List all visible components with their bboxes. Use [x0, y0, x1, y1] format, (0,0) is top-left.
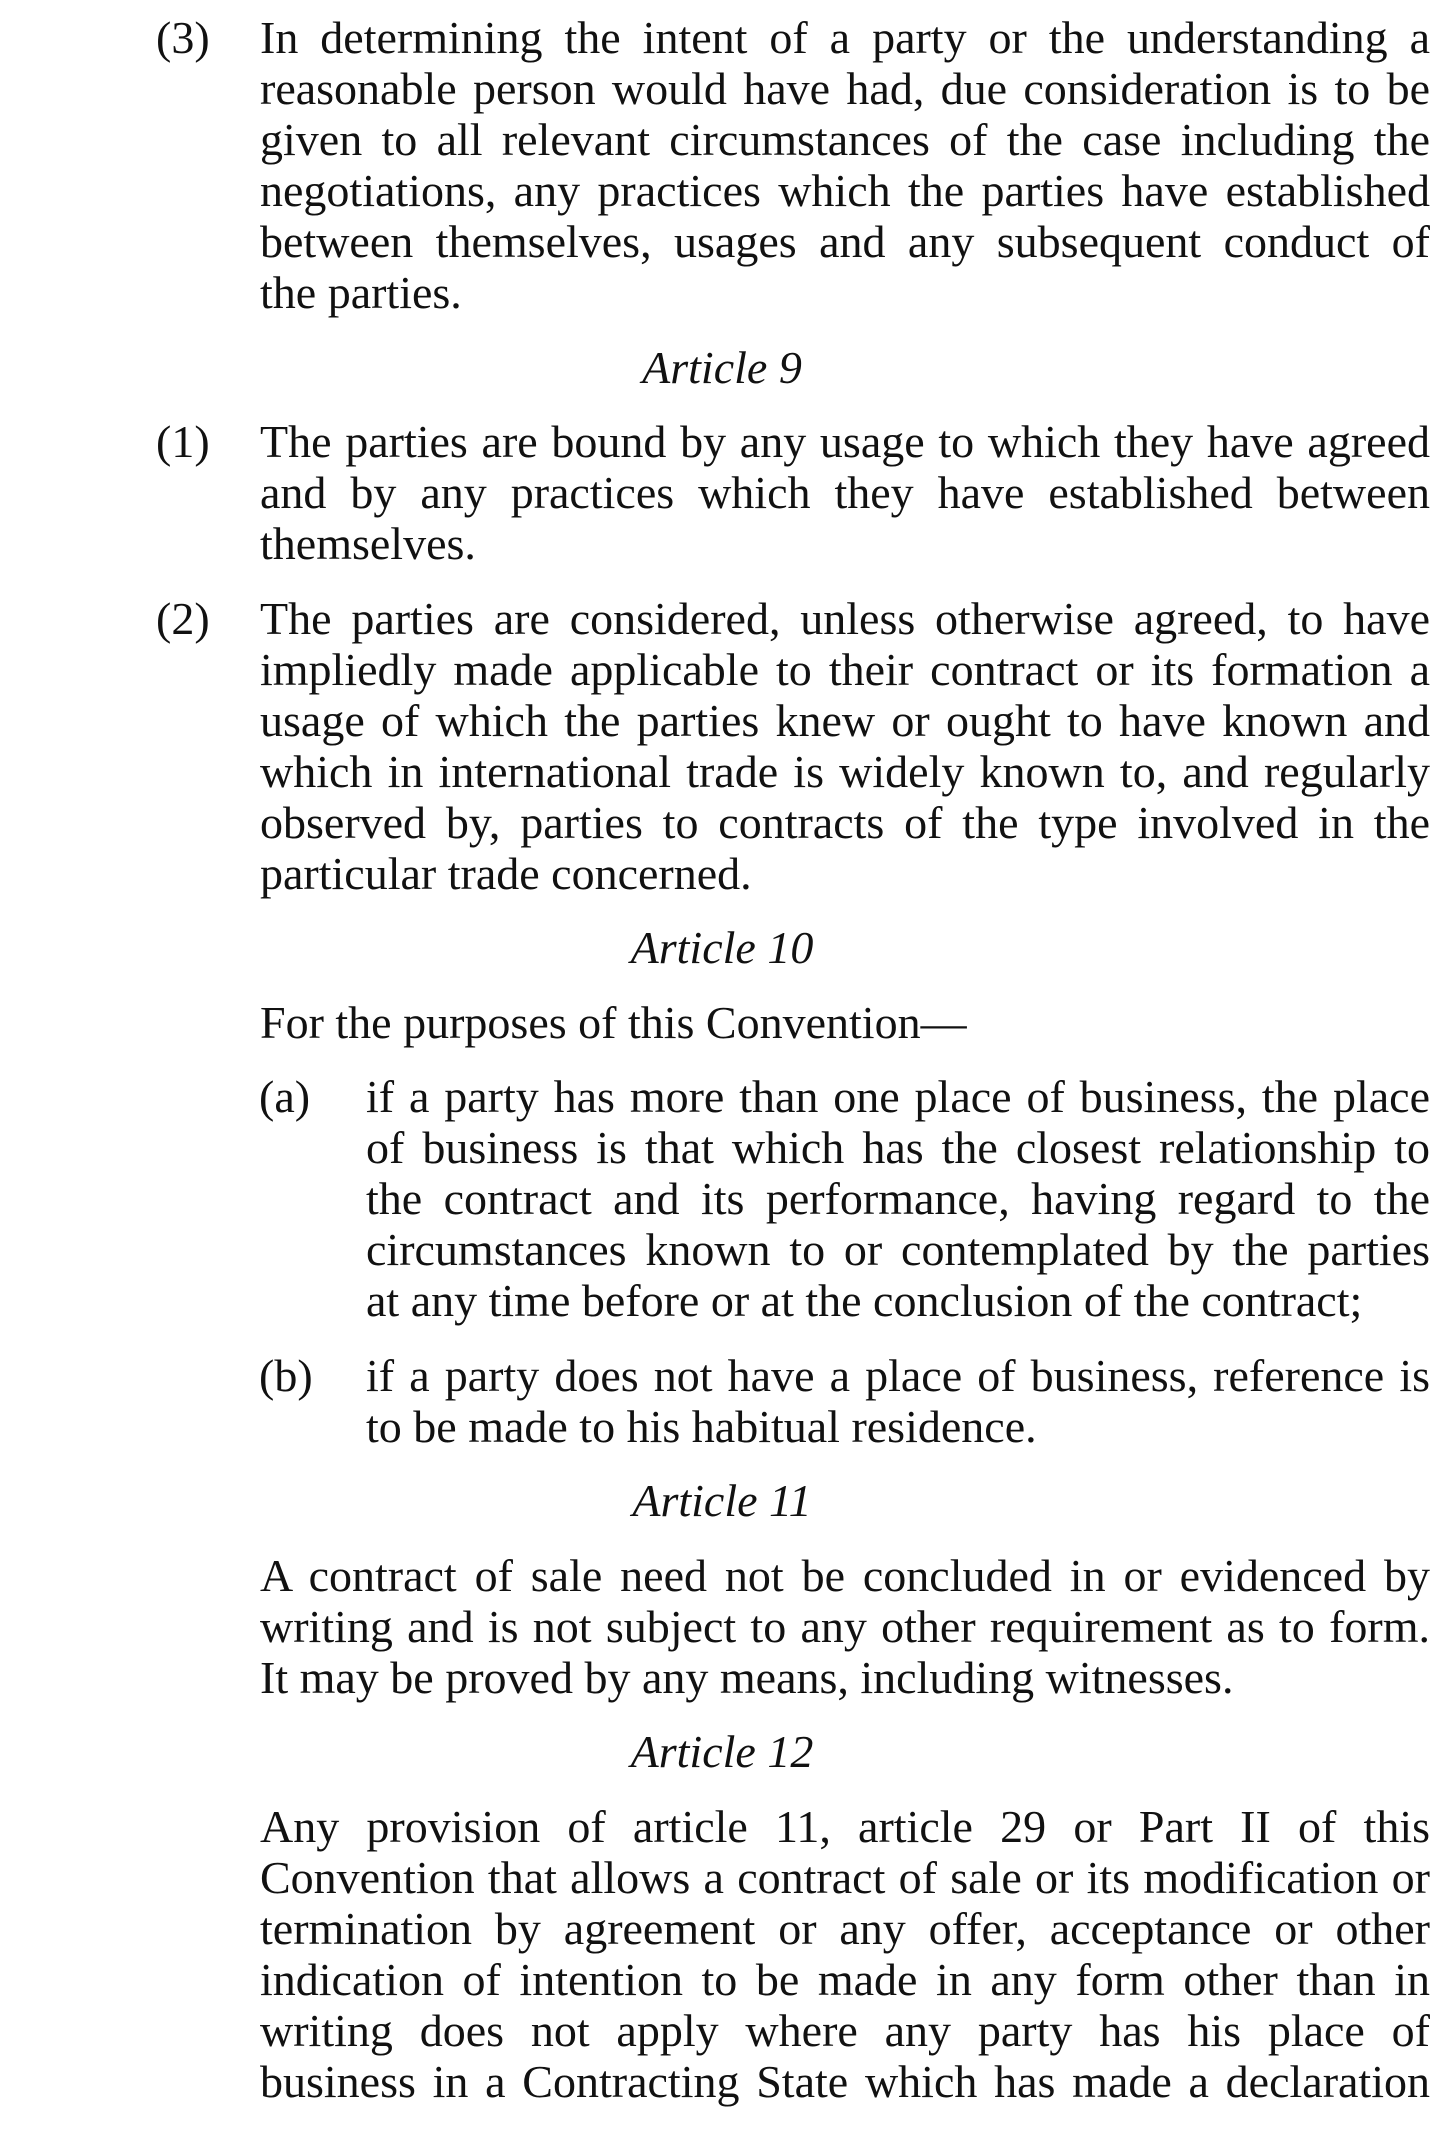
text-line: particular trade concerned. — [260, 847, 752, 899]
text-line: of business is that which has the closest relationship to — [366, 1122, 1430, 1173]
article-11-body — [260, 1550, 1430, 1703]
article-10-item-a — [259, 1071, 1430, 1326]
paragraph-number: (1) — [156, 416, 210, 467]
text-line: which in international trade is widely known to, and regularly — [260, 745, 1430, 797]
text-line: at any time before or at the conclusion of the contract; — [366, 1275, 1363, 1326]
article-heading: Article 10 — [630, 922, 814, 973]
text-line: writing does not apply where any party has his place of — [260, 2004, 1430, 2056]
text-line: usage of which the parties knew or ought to have known and — [260, 694, 1430, 746]
article-10-intro: For the purposes of this Convention— — [260, 996, 967, 1048]
item-letter: (a) — [259, 1071, 311, 1122]
article-heading: Article 9 — [642, 341, 802, 393]
article-9-paragraph-2 — [156, 592, 1430, 899]
text-line: indication of intention to be made in any form other than in — [260, 1953, 1430, 2005]
text-line: termination by agreement or any offer, acceptance or other — [260, 1902, 1430, 1954]
text-line: and by any practices which they have established between — [260, 467, 1430, 518]
text-line: if a party does not have a place of business, reference is — [366, 1349, 1430, 1401]
paragraph-number: (2) — [156, 592, 210, 644]
paragraph-number: (3) — [156, 12, 210, 63]
text-line: In determining the intent of a party or the understanding a — [260, 12, 1430, 63]
article-10-item-b — [259, 1349, 1430, 1452]
text-line: The parties are bound by any usage to which they have agreed — [260, 416, 1430, 467]
text-line: The parties are considered, unless otherwise agreed, to have — [260, 592, 1430, 644]
text-line: themselves. — [260, 518, 476, 569]
text-line: business in a Contracting State which has made a declaration — [260, 2055, 1430, 2107]
article-12-body — [260, 1801, 1430, 2107]
article-heading: Article 11 — [632, 1475, 812, 1526]
text-line: Convention that allows a contract of sale or its modification or — [260, 1851, 1430, 1903]
text-line: negotiations, any practices which the parties have established — [260, 165, 1430, 216]
article-heading: Article 12 — [630, 1726, 814, 1777]
text-line: observed by, parties to contracts of the type involved in the — [260, 796, 1430, 848]
text-line: if a party has more than one place of business, the place — [366, 1071, 1430, 1122]
text-line: between themselves, usages and any subsequent conduct of — [260, 216, 1430, 267]
text-line: writing and is not subject to any other requirement as to form. — [260, 1600, 1430, 1652]
text-line: impliedly made applicable to their contract or its formation a — [260, 643, 1430, 695]
text-line: A contract of sale need not be concluded in or evidenced by — [260, 1549, 1430, 1601]
text-line: circumstances known to or contemplated by the parties — [366, 1224, 1430, 1275]
item-letter: (b) — [259, 1349, 313, 1401]
text-line: to be made to his habitual residence. — [366, 1400, 1037, 1452]
text-line: reasonable person would have had, due consideration is to be — [260, 63, 1430, 114]
text-line: It may be proved by any means, including witnesses. — [260, 1651, 1234, 1703]
text-line: given to all relevant circumstances of the case including the — [260, 114, 1430, 165]
article-9-paragraph-1 — [156, 416, 1430, 569]
text-line: the parties. — [260, 267, 462, 318]
text-line: the contract and its performance, having regard to the — [366, 1173, 1430, 1224]
text-line: Any provision of article 11, article 29 or Part II of this — [260, 1800, 1430, 1852]
paragraph-3 — [156, 12, 1430, 318]
